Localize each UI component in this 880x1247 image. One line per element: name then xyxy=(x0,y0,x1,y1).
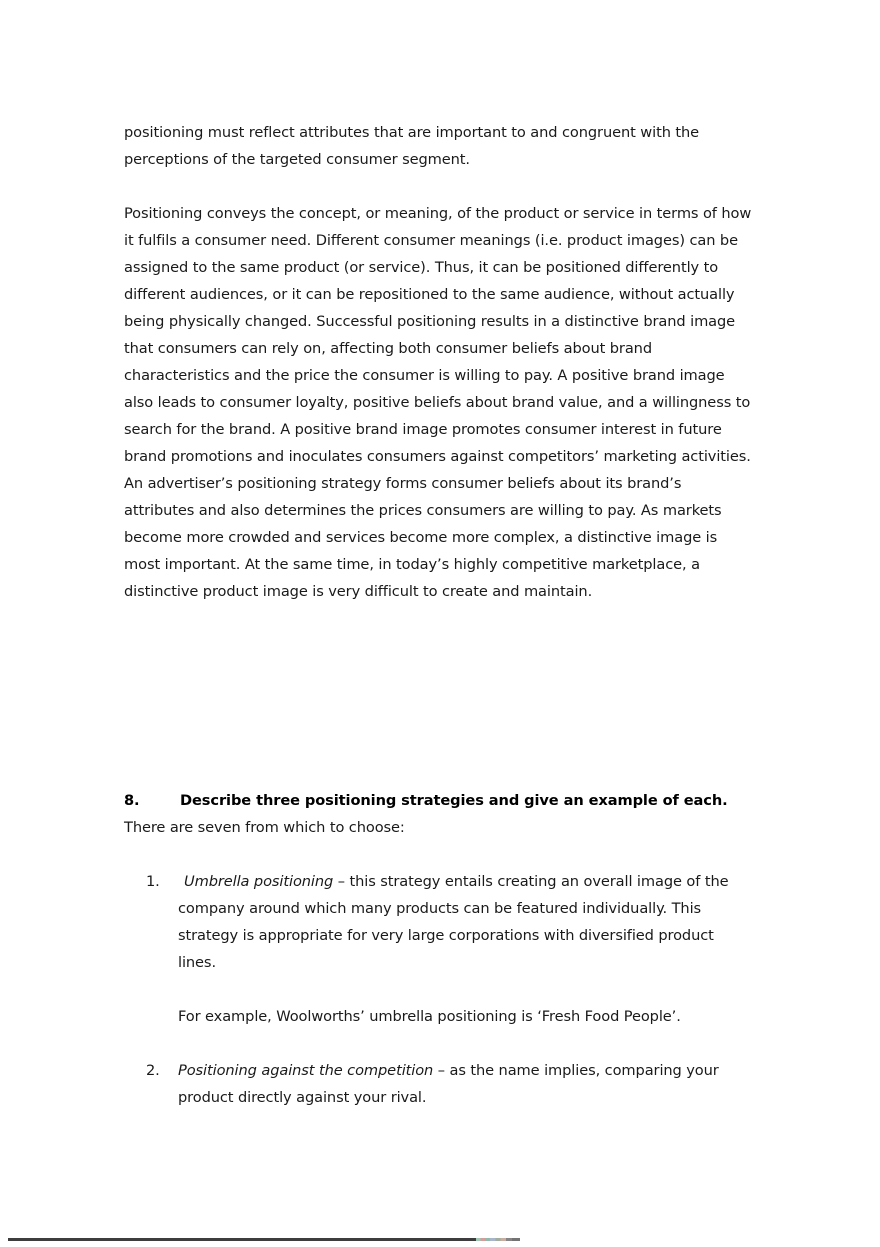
page-bottom-rule xyxy=(8,1238,476,1241)
top-margin xyxy=(124,0,756,119)
section-gap xyxy=(124,605,756,787)
question-title: Describe three positioning strategies and give an example of each. xyxy=(180,792,728,809)
list-top-gap xyxy=(124,841,756,868)
question-heading xyxy=(124,787,756,814)
positioning-main-paragraph: Positioning conveys the concept, or meaning, of the product or service in terms of how it fulfils a consumer need. Different consumer meanings (i.e. product images) can be assigned to the same product (or service). Thus, it can be positioned differently to different audiences, or it can be repositioned to the same audience, without actually being physically changed. Successful positioning results in a distinctive brand image that consumers can rely on, affecting both consumer beliefs about brand characteristics and the price the consumer is willing to pay. A positive brand image also leads to consumer loyalty, positive beliefs about brand value, and a willingness to search for the brand. A positive brand image promotes consumer interest in future brand promotions and inoculates consumers against competitors’ marketing activities. An advertiser’s positioning strategy forms consumer beliefs about its brand’s attributes and also determines the prices consumers are willing to pay. As markets become more crowded and services become more complex, a distinctive image is most important. At the same time, in today’s highly competitive marketplace, a distinctive product image is very difficult to create and maintain. xyxy=(124,205,752,600)
list-marker: 1. xyxy=(146,873,160,890)
paragraph-gap xyxy=(124,173,756,200)
strategy-description: – as the name implies, comparing your product directly against your rival. xyxy=(178,1062,719,1106)
page-content xyxy=(124,0,756,1111)
between-items-gap xyxy=(124,1030,756,1057)
paragraph-continued-from-previous-page: positioning must reflect attributes that are important to and congruent with the perceptions of the targeted consumer segment. xyxy=(124,124,700,168)
question-number: 8. xyxy=(124,792,140,809)
example-gap xyxy=(124,976,756,1003)
strategy-description: – this strategy entails creating an overall image of the company around which many products can be featured individually. This strategy is appropriate for very large corporations with diversified product lines. xyxy=(178,873,729,971)
positioning-strategies-list xyxy=(124,868,756,1111)
list-item xyxy=(124,1057,756,1111)
question-intro-text: There are seven from which to choose: xyxy=(124,819,405,836)
page-bottom-rule-artifact xyxy=(476,1238,520,1241)
list-item xyxy=(124,868,756,976)
strategy-term: Positioning against the competition xyxy=(178,1062,434,1079)
list-marker: 2. xyxy=(146,1062,160,1079)
strategy-term: Umbrella positioning xyxy=(184,873,334,890)
strategy-example: For example, Woolworths’ umbrella positioning is ‘Fresh Food People’. xyxy=(178,1008,681,1025)
